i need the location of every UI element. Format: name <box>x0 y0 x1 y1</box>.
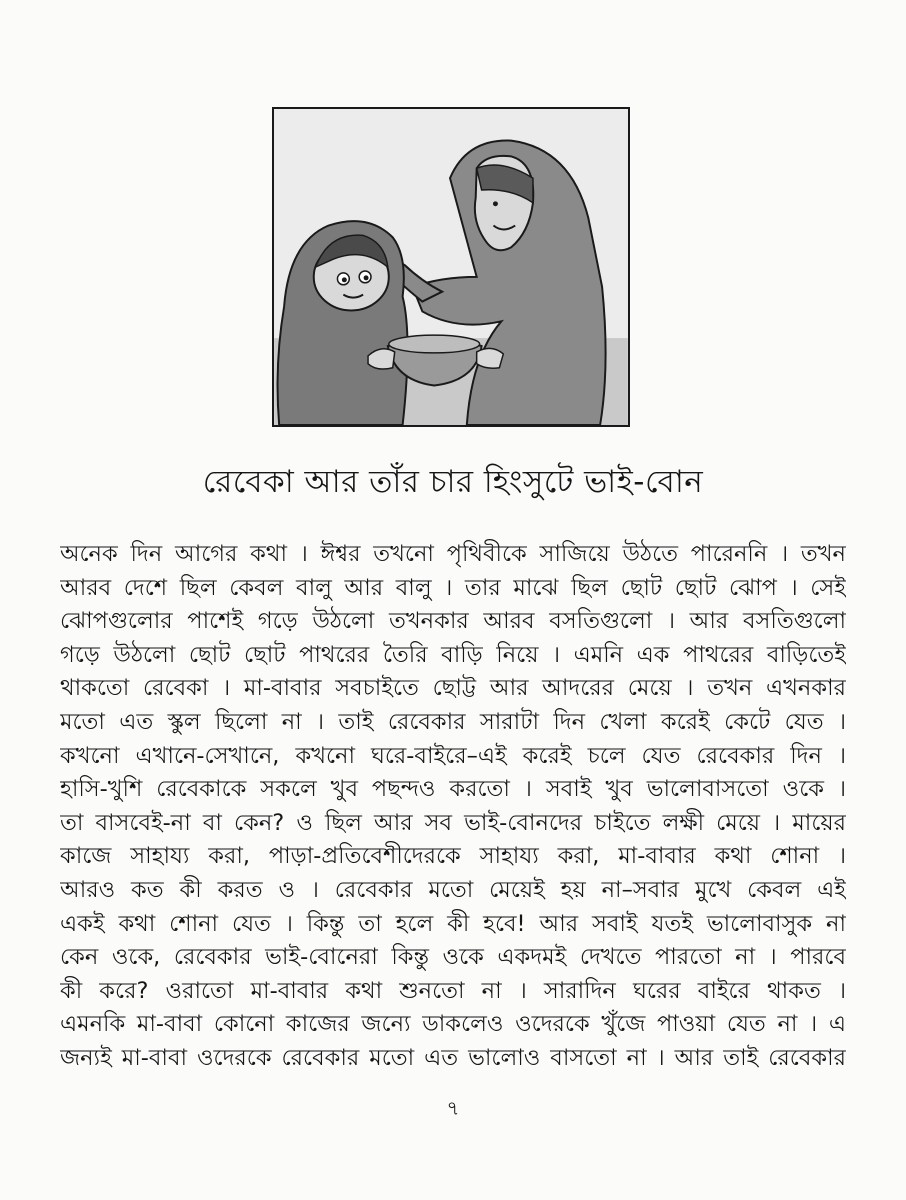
text-line: থাকতো রেবেকা । মা-বাবার সবচাইতে ছোট্ট আর আদরের মেয়ে । তখন এখনকার <box>60 675 846 702</box>
story-body <box>60 538 846 1076</box>
text-line: কাজে সাহায্য করা, পাড়া-প্রতিবেশীদেরকে সাহায্য করা, মা-বাবার কথা শোনা । <box>60 843 846 870</box>
text-line: হাসি-খুশি রেবেকাকে সকলে খুব পছন্দও করতো । সবাই খুব ভালোবাসতো ওকে । <box>60 776 846 803</box>
illustration-drawing <box>274 109 628 425</box>
text-line: একই কথা শোনা যেত । কিন্তু তা হলে কী হবে! আর সবাই যতই ভালোবাসুক না <box>60 910 846 937</box>
text-line: অনেক দিন আগের কথা । ঈশ্বর তখনো পৃথিবীকে সাজিয়ে উঠতে পারেননি । তখন <box>60 541 846 567</box>
story-illustration <box>272 107 630 427</box>
text-line: কেন ওকে, রেবেকার ভাই-বোনেরা কিন্তু ওকে একদমই দেখতে পারতো না । পারবে <box>60 944 846 971</box>
text-line: তা বাসবেই-না বা কেন? ও ছিল আর সব ভাই-বোনদের চাইতে লক্ষী মেয়ে । মায়ের <box>60 809 846 836</box>
text-line: কখনো এখানে-সেখানে, কখনো ঘরে-বাইরে–এই করেই চলে যেত রেবেকার দিন । <box>60 742 846 769</box>
story-title: রেবেকা আর তাঁর চার হিংসুটে ভাই-বোন <box>202 464 704 500</box>
text-line: গড়ে উঠলো ছোট ছোট পাথরের তৈরি বাড়ি নিয়ে । এমনি এক পাথরের বাড়িতেই <box>60 641 846 668</box>
text-line: আরও কত কী করত ও । রেবেকার মতো মেয়েই হয় না–সবার মুখে কেবল এই <box>60 876 846 903</box>
text-line: আরব দেশে ছিল কেবল বালু আর বালু । তার মাঝে ছিল ছোট ছোট ঝোপ । সেই <box>60 574 846 601</box>
text-line: জন্যই মা-বাবা ওদেরকে রেবেকার মতো এত ভালোও বাসতো না । আর তাই রেবেকার <box>60 1044 846 1071</box>
text-line: কী করে? ওরাতো মা-বাবার কথা শুনতো না । সারাদিন ঘরের বাইরে থাকত । <box>60 977 846 1004</box>
text-line: মতো এত স্কুল ছিলো না । তাই রেবেকার সারাটা দিন খেলা করেই কেটে যেত । <box>60 708 846 735</box>
text-line: এমনকি মা-বাবা কোনো কাজের জন্যে ডাকলেও ওদেরকে খুঁজে পাওয়া যেত না । এ <box>60 1011 846 1038</box>
text-line: ঝোপগুলোর পাশেই গড়ে উঠলো তখনকার আরব বসতিগুলো । আর বসতিগুলো <box>60 608 846 635</box>
page-number: ৭ <box>446 1096 460 1120</box>
